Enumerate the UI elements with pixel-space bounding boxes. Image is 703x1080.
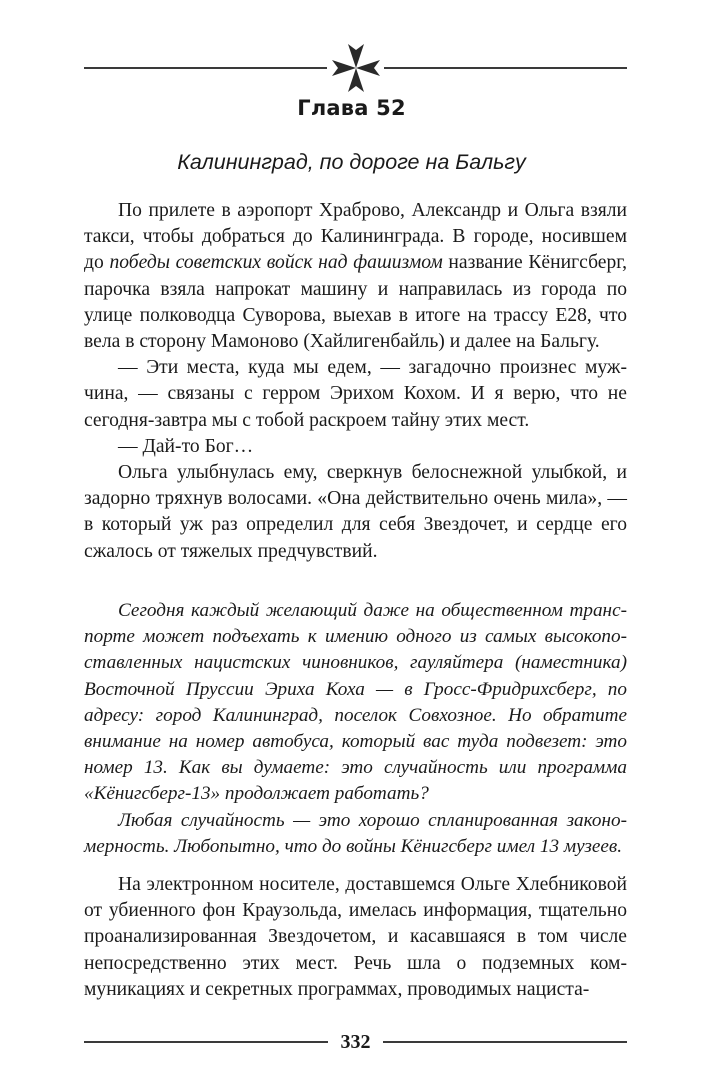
italic-aside-block xyxy=(84,598,627,860)
page-number: 332 xyxy=(340,1031,371,1053)
page-footer xyxy=(84,1030,627,1056)
paragraph: На электронном носителе, доставшемся Ольге Хлебниковой от убиенного фон Краузольда, имелась информация, тщательно проанализированная Звездочетом, и касавшаяся в том числе непосредственно этих мест. Речь шла о подземных коммуникациях и секретных программах, проводимых нациста- xyxy=(84,874,627,1000)
narrative-block-continued xyxy=(84,872,627,1003)
chapter-title: Глава 52 xyxy=(297,96,406,120)
paragraph xyxy=(84,198,627,355)
aside-paragraph: Сегодня каждый желающий даже на общественном транспорте может подъехать к имению одного из самых высокопоставленных нацистских чиновников, гауляйтера (наместника) Восточной Пруссии Эриха Коха — в Гросс-Фридрихсберг, по адресу: город Калининград, поселок Совхозное. Но обратите внимание на номер автобуса, который вас туда подвезет: это номер 13. Как вы думаете: это случайность или программа «Кёнигсберг-13» продолжает работать? xyxy=(84,600,627,805)
dialogue-line: — Дай-то Бог… xyxy=(118,435,254,457)
chapter-subtitle: Калининград, по дороге на Бальгу xyxy=(177,150,526,174)
paragraph-text: название Кёнигсберг, парочка взяла напрокат машину и направилась из города по улице полководца Суворова, выехав в итоге на трассу Е28, что вела в сторону Мамоново (Хайлигенбайль) и далее на Бальгу. xyxy=(84,252,628,353)
header-rule-right xyxy=(384,67,627,69)
maltese-cross-icon xyxy=(328,40,384,96)
emphasized-phrase: победы советских войск над фашизмом xyxy=(109,252,443,274)
dialogue-line: — Эти места, куда мы едем, — загадочно произнес мужчина, — связаны с герром Эрихом Кохом. И я верю, что не сегодня-завтра мы с тобой раскроем тайну этих мест. xyxy=(84,357,627,431)
footer-rule-right xyxy=(383,1041,627,1043)
aside-paragraph: Любая случайность — это хорошо спланированная закономерность. Любопытно, что до войны Кёнигсберг имел 13 музеев. xyxy=(84,809,627,857)
footer-rule-left xyxy=(84,1041,328,1043)
narrative-block xyxy=(84,198,627,565)
header-rule-left xyxy=(84,67,327,69)
header-ornament xyxy=(84,40,627,96)
paragraph-text: По прилете в аэропорт Храброво, Александр и Ольга взяли такси, чтобы добраться до Калининграда. В городе, носившем до xyxy=(84,200,627,274)
paragraph: Ольга улыбнулась ему, сверкнув белоснежной улыбкой, и задорно тряхнув волосами. «Она действительно очень мила», — в который уж раз определил для себя Звездочет, и сердце его сжалось от тяжелых предчувствий. xyxy=(84,462,627,562)
